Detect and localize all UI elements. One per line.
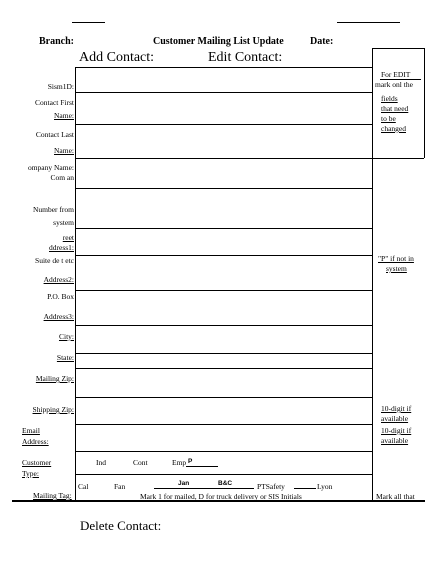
row-line — [75, 474, 372, 475]
side-box-top — [372, 48, 424, 49]
branch-label: Branch: — [39, 36, 74, 47]
note-10-digit-2: 10-digit if — [381, 426, 412, 435]
row-line — [75, 290, 372, 291]
row-line — [75, 424, 372, 425]
contact-last-name-label: Name: — [54, 146, 74, 155]
company-name-label: ompany Name: — [27, 163, 74, 172]
tag-jan[interactable]: Jan — [178, 480, 190, 487]
customer-type-type-label: Type: — [22, 469, 39, 478]
contact-first-label: Contact First — [35, 98, 74, 107]
form-left-border — [75, 67, 76, 501]
customer-type-ind[interactable]: Ind — [96, 458, 106, 467]
street-address1-label: ddress1: — [49, 243, 74, 252]
number-from-label: Number from — [32, 205, 74, 214]
mailing-zip-label: Mailing Zip: — [35, 374, 74, 383]
note-p-if-not: "P" if not in — [378, 254, 414, 263]
contact-last-label: Contact Last — [35, 130, 74, 139]
tag-bc[interactable]: B&C — [218, 480, 233, 487]
header-blank-right — [337, 22, 400, 23]
contact-first-name-label: Name: — [54, 111, 74, 120]
city-label: City: — [58, 332, 74, 341]
shipping-zip-label: Shipping Zip: — [32, 405, 74, 414]
company-sub-label: Com an — [50, 173, 74, 182]
form-right-border — [424, 48, 425, 158]
mailing-tag-label: Mailing Tag: — [33, 491, 72, 500]
note-that-need: that need — [381, 104, 409, 113]
note-changed: changed — [381, 124, 406, 133]
tag-instruction: Mark 1 for mailed, D for truck delivery or SIS Initials — [140, 492, 302, 501]
note-mark-all: Mark all that — [376, 492, 415, 501]
customer-type-emp[interactable]: Emp — [172, 458, 187, 467]
delete-contact-label: Delete Contact: — [80, 518, 162, 533]
suite-label: Suite de t etc — [35, 256, 74, 265]
page-title: Customer Mailing List Update — [153, 36, 284, 47]
row-line — [75, 228, 372, 229]
note-available-2: available — [381, 436, 409, 445]
header-blank-left — [72, 22, 105, 23]
tag-blank-line — [294, 488, 316, 489]
po-box-label: P.O. Box — [47, 292, 74, 301]
email-label: Email — [22, 426, 40, 435]
tag-pts[interactable]: PTSafety — [257, 482, 285, 491]
add-contact-label: Add Contact: — [79, 50, 155, 65]
note-fields: fields — [381, 94, 398, 103]
street-label: reet — [62, 233, 74, 242]
customer-type-cont[interactable]: Cont — [133, 458, 148, 467]
tag-blank-line — [214, 488, 254, 489]
tag-cal[interactable]: Cal — [78, 482, 89, 491]
tag-lyon[interactable]: Lyon — [317, 482, 333, 491]
row-line — [75, 92, 372, 93]
note-p-system: system — [386, 264, 407, 273]
row-line — [75, 188, 372, 189]
tag-blank-line — [154, 488, 214, 489]
email-address-label: Address: — [22, 437, 49, 446]
note-for-edit: For EDIT — [381, 70, 411, 79]
row-line — [75, 67, 372, 68]
note-10-digit-1: 10-digit if — [381, 404, 412, 413]
form-mid-border — [372, 48, 373, 501]
edit-contact-label: Edit Contact: — [208, 50, 283, 65]
customer-type-label: Customer — [22, 458, 52, 467]
row-line — [75, 255, 372, 256]
row-line — [75, 451, 372, 452]
row-line — [75, 124, 372, 125]
note-mark-only: mark onl the — [375, 80, 413, 89]
number-from-system-label: system — [53, 218, 74, 227]
address3-label: Address3: — [43, 312, 74, 321]
row-line — [75, 368, 372, 369]
customer-type-emp-value: P — [188, 458, 193, 465]
side-box-bottom — [372, 158, 424, 159]
address2-label: Address2: — [43, 275, 74, 284]
row-line — [75, 158, 372, 159]
row-line — [75, 325, 372, 326]
sism-id-label: Sism1D: — [47, 82, 74, 91]
row-line — [75, 397, 372, 398]
date-label: Date: — [310, 36, 334, 47]
note-available-1: available — [381, 414, 409, 423]
state-label: State: — [56, 353, 74, 362]
note-to-be: to be — [381, 114, 396, 123]
row-line — [75, 353, 372, 354]
emp-blank-line — [186, 466, 218, 467]
tag-fan[interactable]: Fan — [114, 482, 126, 491]
